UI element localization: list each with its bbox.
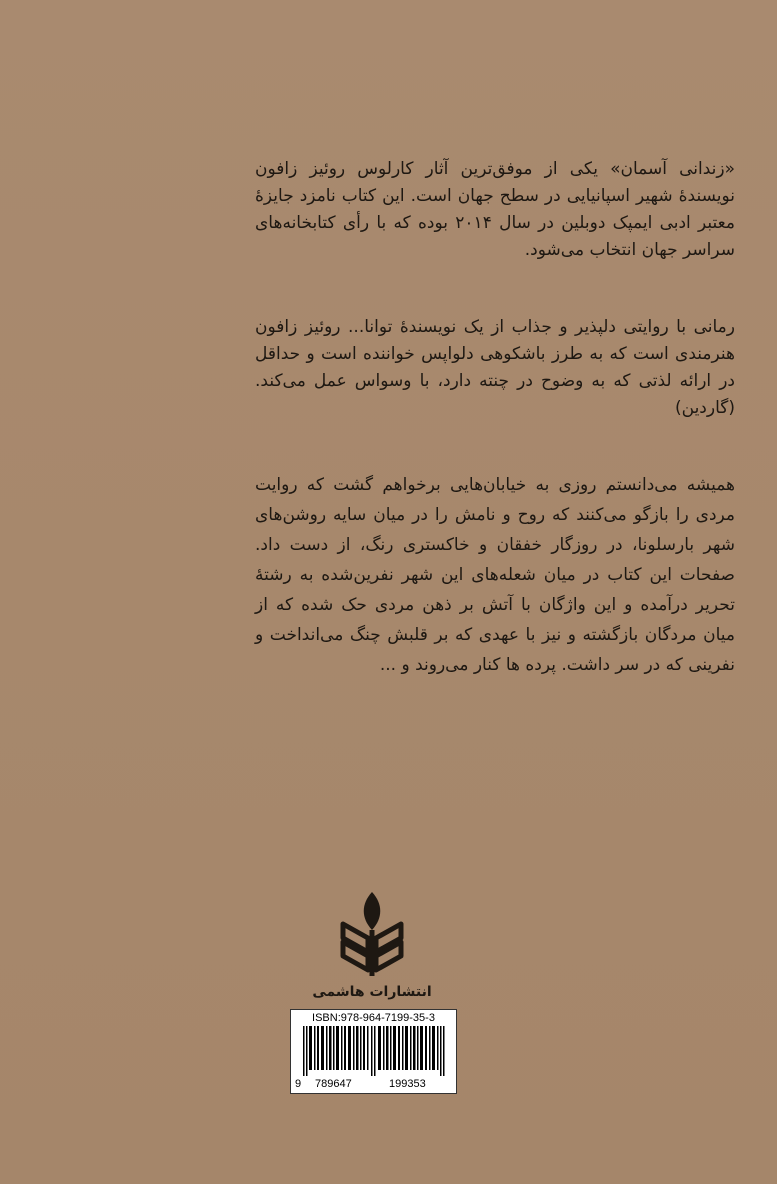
review-quote-paragraph: رمانی با روایتی دلپذیر و جذاب از یک نویسندهٔ توانا... روئیز زافون هنرمندی است که به طرز باشکوهی دلواپس خواننده است و حداقل در ارائه لذتی که به وضوح در چنته دارد، با وسواس عمل می‌کند.(گاردین) xyxy=(255,317,735,418)
barcode-digits-right: 199353 xyxy=(389,1078,426,1090)
intro-paragraph: «زندانی آسمان» یکی از موفق‌ترین آثار کارلوس روئیز زافون نویسندهٔ شهیر اسپانیایی در سطح جهان است. این کتاب نامزد جایزهٔ معتبر ادبی ایمپک دوبلین در سال ۲۰۱۴ بوده که با رأی کتابخانه‌های سراسر جهان انتخاب می‌شود. xyxy=(255,159,735,260)
barcode-bars xyxy=(303,1026,445,1076)
isbn-label: ISBN:978-964-7199-35-3 xyxy=(312,1012,435,1024)
isbn-barcode xyxy=(290,1009,457,1094)
tree-book-logo-icon xyxy=(335,888,409,980)
author-excerpt-paragraph: همیشه می‌دانستم روزی به خیابان‌هایی برخواهم گشت که روایت مردی را بازگو می‌کنند که روح و نامش را در میان سایه روشن‌های شهر بارسلونا، در روزگار خفقان و خاکستری رنگ، از دست داد. صفحات این کتاب در میان شعله‌های این شهر نفرین‌شده به رشتهٔ تحریر درآمده و این واژگان با آتش بر ذهن مردی حک شده که از میان مردگان بازگشته و نیز با عهدی که بر قلبش چنگ می‌انداخت و نفرینی که در سر داشت. پرده ها کنار می‌روند و ... xyxy=(255,475,735,675)
publisher-name: انتشارات هاشمی xyxy=(312,984,432,1000)
barcode-digits-left: 789647 xyxy=(315,1078,352,1090)
barcode-digit-lead: 9 xyxy=(295,1078,302,1090)
